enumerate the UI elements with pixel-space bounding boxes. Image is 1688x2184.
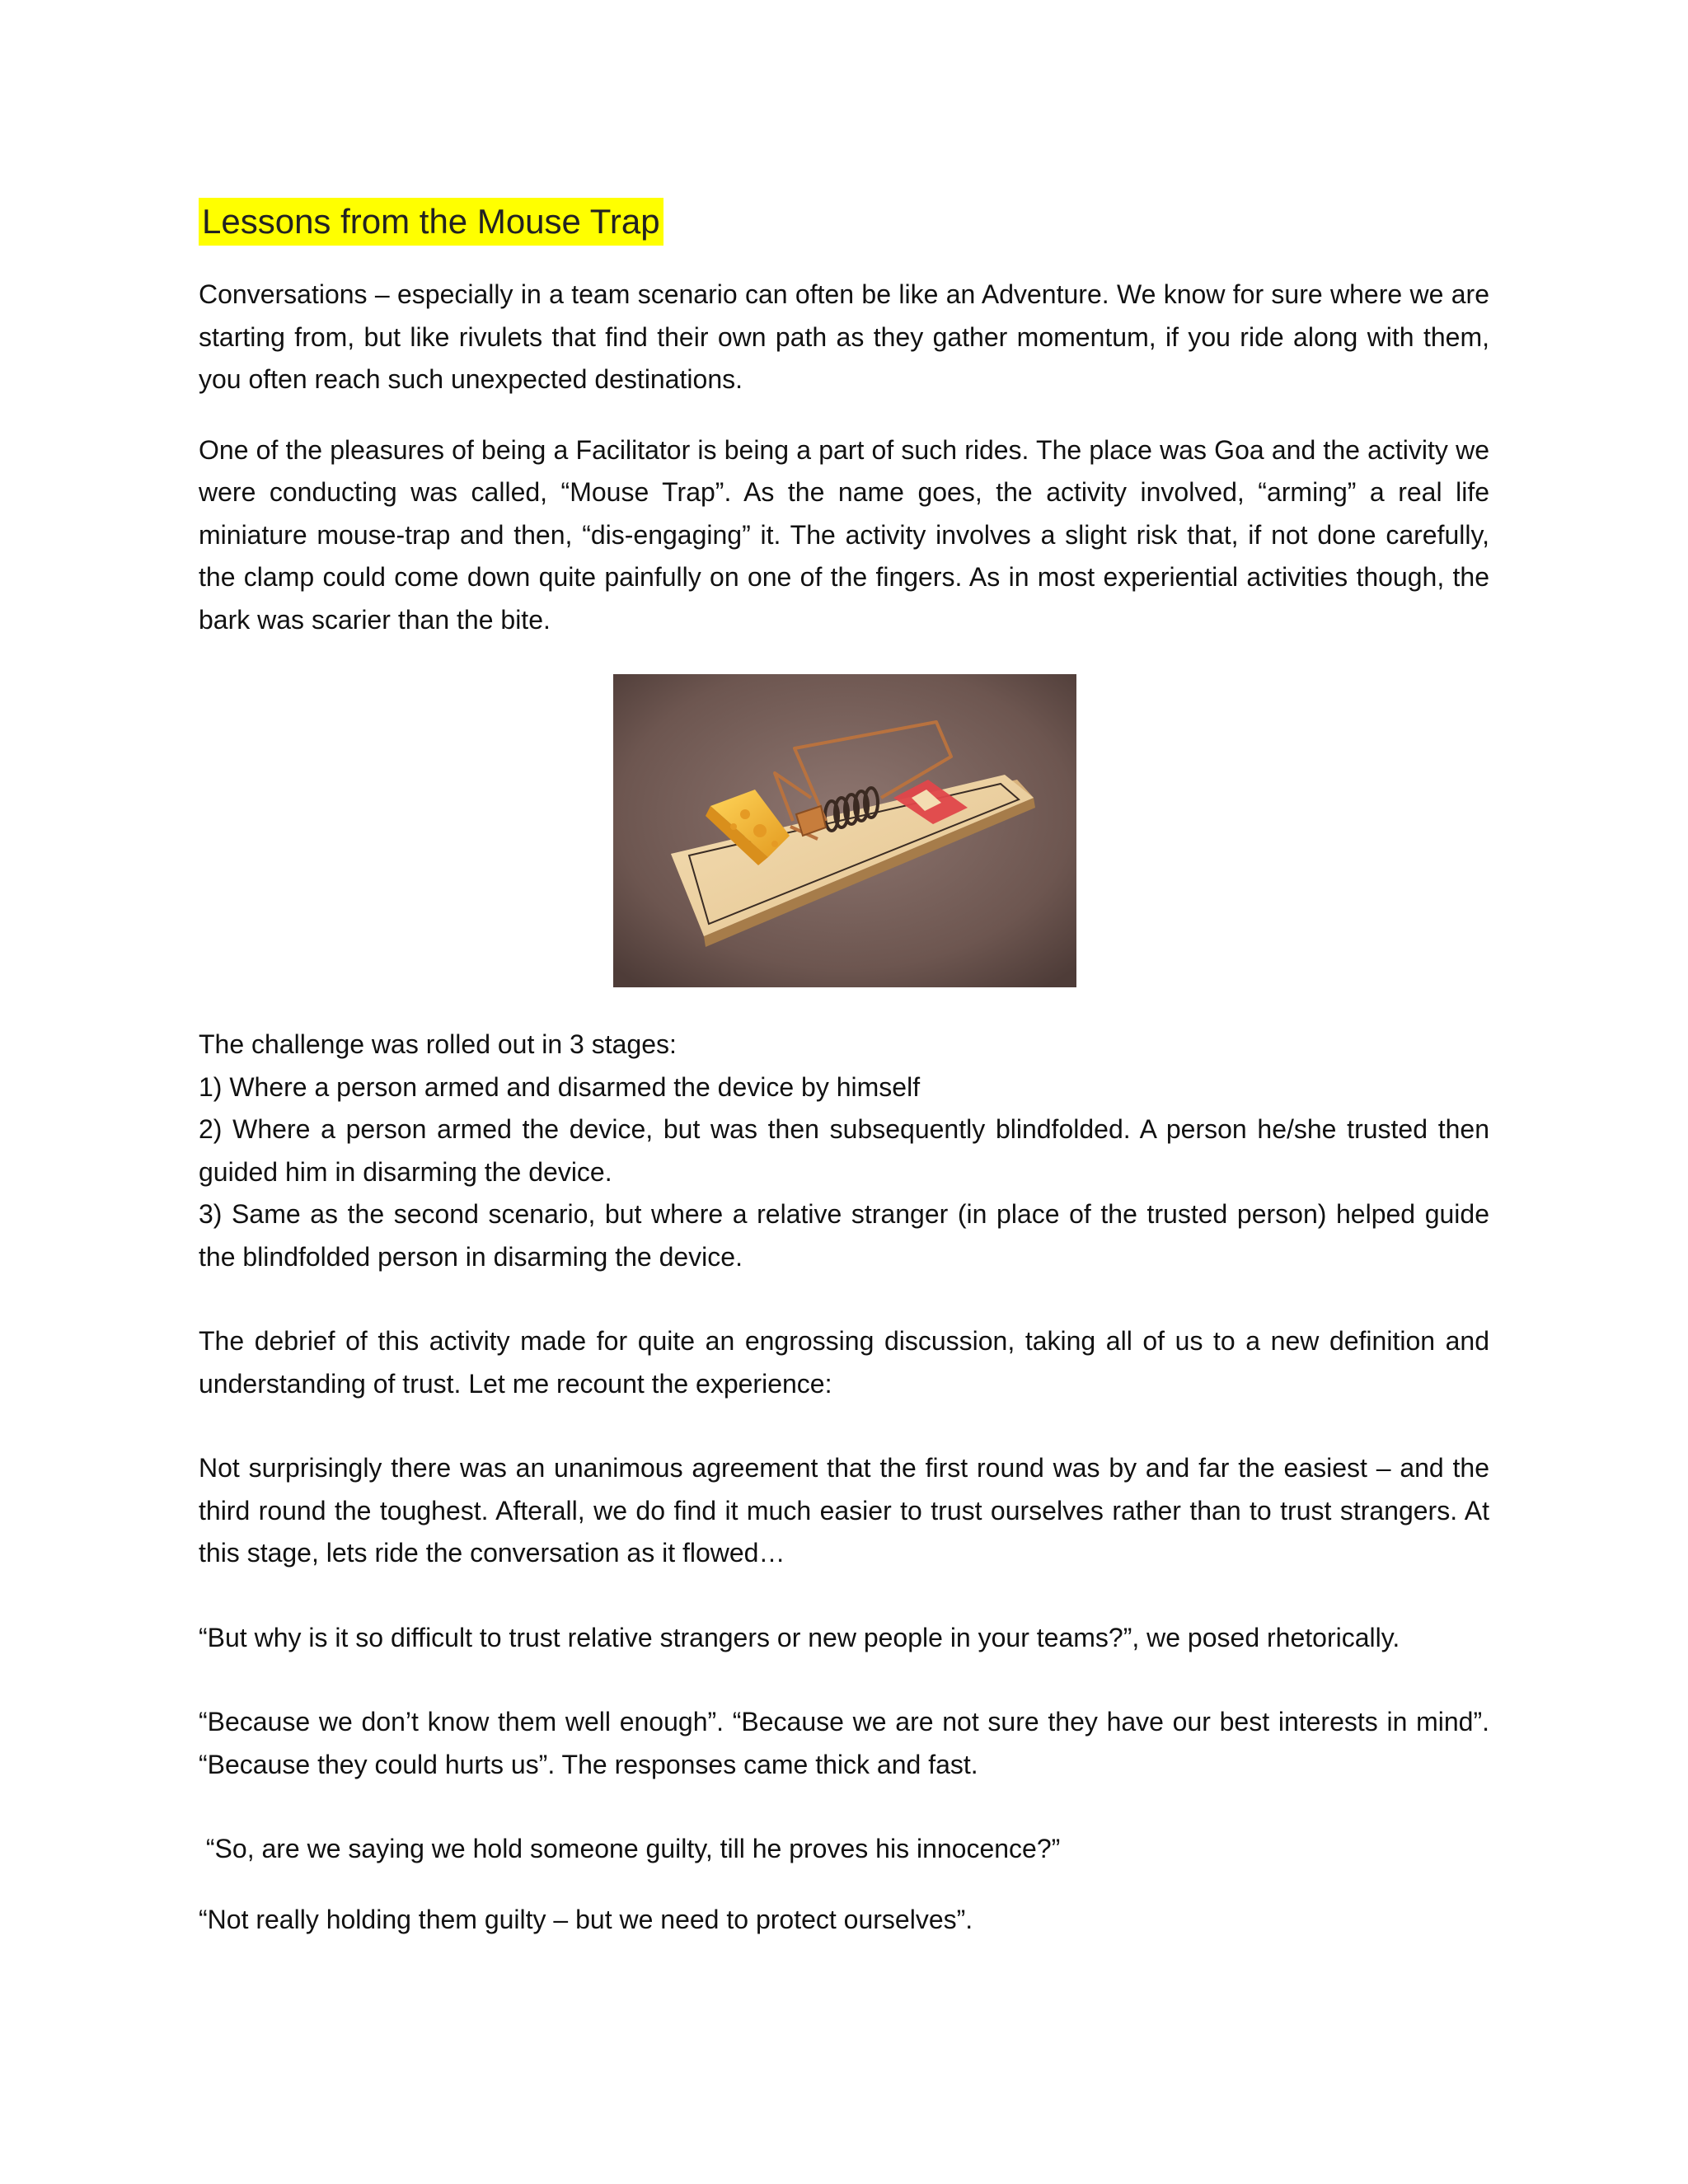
paragraph-facilitator: One of the pleasures of being a Facilitator is being a part of such rides. The place was Goa and the activity we were conducting was called, “Mouse Trap”. As the name goes, the activity involved, “arming” a real life miniature mouse-trap and then, “dis-engaging” it. The activity involves a slight risk that, if not done carefully, the clamp could come down quite painfully on one of the fingers. As in most experiential activities though, the bark was scarier than the bite. (199, 434, 1489, 635)
document-title: Lessons from the Mouse Trap (199, 198, 663, 246)
document-body (199, 198, 1489, 1941)
mouse-trap-photo (613, 674, 1076, 987)
paragraph-debrief: The debrief of this activity made for quite an engrossing discussion, taking all of us to a new definition and understanding of trust. Let me recount the experience: (199, 1326, 1489, 1399)
stage-1: 1) Where a person armed and disarmed the device by himself (199, 1071, 921, 1102)
paragraph-because: “Because we don’t know them well enough”. “Because we are not sure they have our best interests in mind”. “Because they could hurts us”. The responses came thick and fast. (199, 1707, 1489, 1779)
paragraph-why: “But why is it so difficult to trust relative strangers or new people in your teams?”, we posed rhetorically. (199, 1622, 1400, 1652)
figure-container (199, 674, 1489, 987)
challenge-intro: The challenge was rolled out in 3 stages: (199, 1029, 677, 1059)
paragraph-guilty: “So, are we saying we hold someone guilty, till he proves his innocence?” (199, 1834, 1061, 1863)
paragraph-intro: Conversations – especially in a team scenario can often be like an Adventure. We know for sure where we are starting from, but like rivulets that find their own path as they gather momentum, if you ride along with them, you often reach such unexpected destinations. (199, 279, 1489, 394)
stage-3: 3) Same as the second scenario, but where a relative stranger (in place of the trusted person) helped guide the blindfolded person in disarming the device. (199, 1199, 1489, 1272)
paragraph-surprise: Not surprisingly there was an unanimous agreement that the first round was by and far the easiest – and the third round the toughest. Afterall, we do find it much easier to trust ourselves rather than to trust strangers. At this stage, lets ride the conversation as it flowed… (199, 1453, 1489, 1568)
stage-2: 2) Where a person armed the device, but was then subsequently blindfolded. A person he/she trusted then guided him in disarming the device. (199, 1114, 1489, 1187)
paragraph-protect: “Not really holding them guilty – but we need to protect ourselves”. (199, 1904, 973, 1934)
